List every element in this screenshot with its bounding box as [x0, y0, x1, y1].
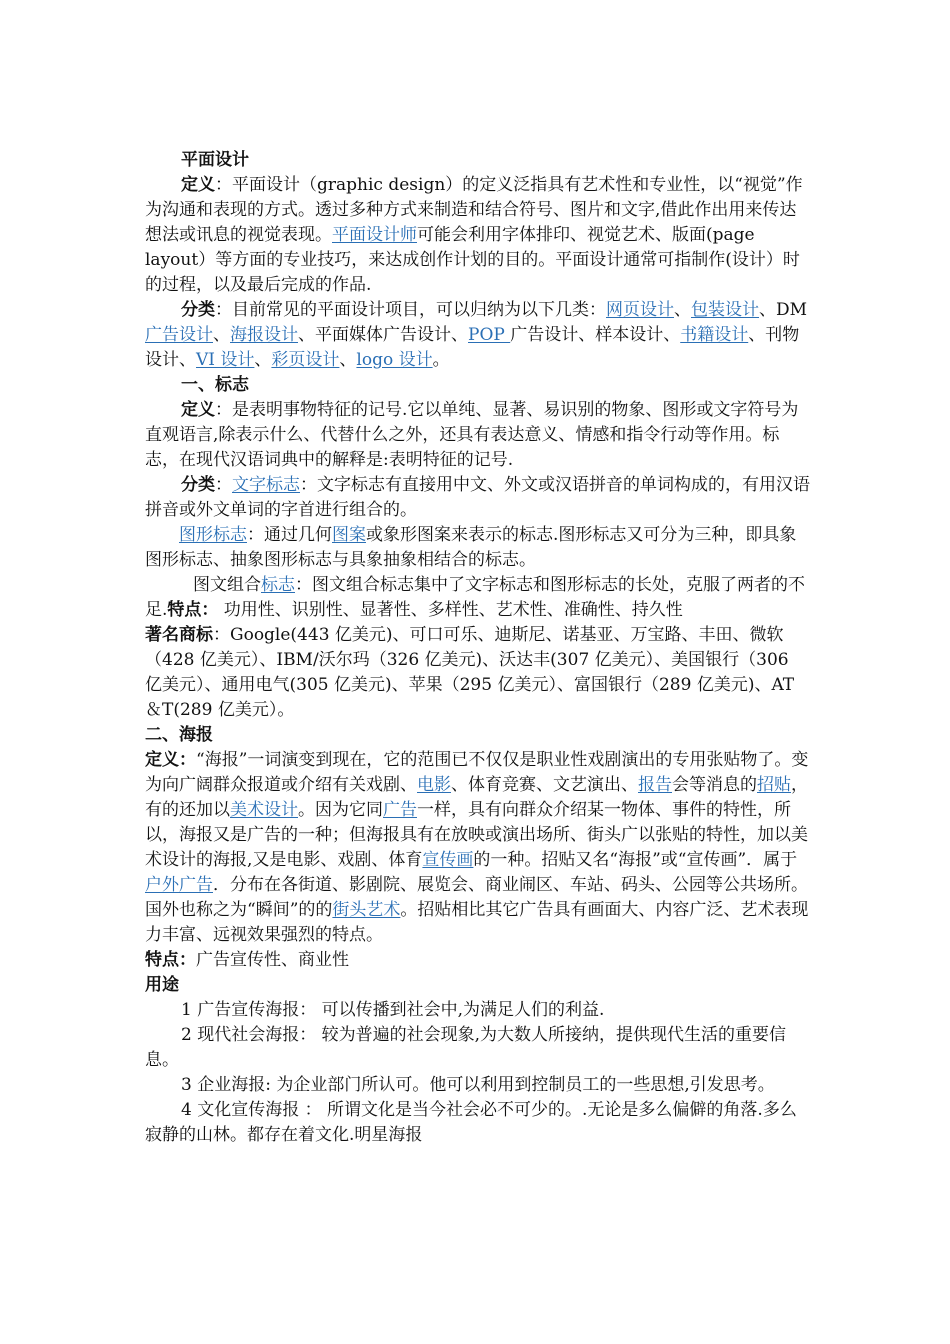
link-outdoor-ad[interactable]: 户外广告: [145, 875, 213, 895]
poster-heading: 二、海报: [145, 725, 213, 745]
classification-intro: ：目前常见的平面设计项目，可以归纳为以下几类：: [215, 300, 606, 320]
link-book-design[interactable]: 书籍设计: [680, 325, 749, 345]
poster-definition-label: 定义：: [145, 750, 196, 770]
famous-brands-text: ：Google(443 亿美元)、可口可乐、迪斯尼、诺基亚、万宝路、丰田、微软（428 亿美元）、IBM/沃尔玛（326 亿美元)、沃达丰(307 亿美元）、美国银行（306 亿美元）、通用电气(305 亿美元)、苹果（295 亿美元）、富国银行（289 亿美元)、AT＆T(289 亿美元）。: [145, 625, 795, 720]
usage-item: 4 文化宣传海报 ： 所谓文化是当今社会必不可少的。.无论是多么偏僻的角落.多么寂静的山林。都存在着文化.明星海报: [145, 1100, 797, 1145]
link-logo[interactable]: 标志: [261, 575, 295, 595]
classification-text: 广告设计、样本设计、: [510, 325, 681, 345]
poster-features-paragraph: [145, 948, 810, 973]
classification-paragraph: [145, 298, 810, 373]
link-poster-design[interactable]: 海报设计: [230, 325, 298, 345]
section-title: 平面设计: [181, 150, 249, 170]
poster-text: 。招贴相比其它广告具有画面大、内容广泛、艺术表现力丰富、远视效果强烈的特点。: [145, 900, 809, 945]
separator: 、: [213, 325, 230, 345]
link-web-design[interactable]: 网页设计: [606, 300, 674, 320]
famous-brands-label: 著名商标: [145, 625, 213, 645]
classification-text: 、刊物设计、: [145, 325, 800, 370]
logo-features-label: 特点：: [167, 600, 219, 620]
link-graphic-designer[interactable]: 平面设计师: [332, 225, 417, 245]
link-vi-design[interactable]: VI 设计: [196, 350, 255, 370]
logo-classification-paragraph: [145, 473, 810, 523]
link-text-logo[interactable]: 文字标志: [232, 475, 300, 495]
logo-heading: 一、标志: [181, 375, 249, 395]
logo-definition-text: ：是表明事物特征的记号.它以单纯、显著、易识别的物象、图形或文字符号为直观语言,除表示什么、代替什么之外，还具有表达意义、情感和指令行动等作用。标志，在现代汉语词典中的解释是:表明特征的记号.: [145, 400, 799, 470]
dm-text: 、DM: [759, 300, 808, 320]
classification-text: 、平面媒体广告设计、: [298, 325, 468, 345]
poster-text: 一样，具有向群众介绍某一物体、事件的特性，所以，海报又是广告的一种；但海报具有在放映或演出场所、街头广以张贴的特性，加以美术设计的海报,又是电影、戏剧、体育: [145, 800, 808, 870]
combo-logo-paragraph: [145, 573, 810, 623]
logo-classification-label: 分类: [181, 475, 215, 495]
logo-features-text: 功用性、识别性、显著性、多样性、艺术性、准确性、持久性: [218, 600, 683, 620]
usage-item: 2 现代社会海报： 较为普遍的社会现象,为大数人所接纳，提供现代生活的重要信息。: [145, 1025, 787, 1070]
graphic-logo-text: 或象形图案来表示的标志.图形标志又可分为三种，即具象图形标志、抽象图形标志与具象抽象相结合的标志。: [145, 525, 797, 570]
link-packaging-design[interactable]: 包装设计: [691, 300, 759, 320]
poster-text: ，有的还加以: [145, 775, 808, 820]
poster-usage-heading: 用途: [145, 975, 179, 995]
link-poster-post[interactable]: 招贴: [757, 775, 791, 795]
link-color-page-design[interactable]: 彩页设计: [271, 350, 340, 370]
famous-brands-paragraph: [145, 623, 810, 723]
logo-definition-paragraph: [145, 398, 810, 473]
link-pattern[interactable]: 图案: [332, 525, 366, 545]
combo-logo-text: ：图文组合标志集中了文字标志和图形标志的长处，克服了两者的不足.: [145, 575, 805, 620]
link-art-design[interactable]: 美术设计: [230, 800, 298, 820]
colon: ：: [215, 475, 232, 495]
link-report[interactable]: 报告: [638, 775, 672, 795]
poster-features-label: 特点：: [145, 950, 196, 970]
classification-end: 。: [432, 350, 450, 370]
logo-definition-label: 定义: [181, 400, 215, 420]
usage-item: 1 广告宣传海报： 可以传播到社会中,为满足人们的利益.: [181, 1000, 605, 1020]
poster-text: 会等消息的: [672, 775, 757, 795]
combo-logo-text: 图文组合: [193, 575, 261, 595]
separator: 、: [674, 300, 691, 320]
link-promo-painting[interactable]: 宣传画: [422, 850, 474, 870]
graphic-logo-text: ：通过几何: [247, 525, 332, 545]
poster-definition-paragraph: [145, 748, 810, 948]
link-street-art[interactable]: 街头艺术: [332, 900, 401, 920]
separator: 、: [339, 350, 357, 370]
poster-features-text: 广告宣传性、商业性: [196, 950, 349, 970]
definition-text-1: ：平面设计（graphic design）的定义泛指具有艺术性和专业性，以“视觉”作为沟通和表现的方式。透过多种方式来制造和结合符号、图片和文字,借此作出用来传达想法或讯息的视觉表现。: [145, 175, 803, 245]
link-ad-design[interactable]: 广告设计: [145, 325, 213, 345]
link-graphic-logo[interactable]: 图形标志: [179, 525, 247, 545]
classification-label: 分类: [181, 300, 215, 320]
document-page: [145, 148, 810, 1148]
poster-text: ．分布在各街道、影剧院、展览会、商业闹区、车站、码头、公园等公共场所。国外也称之为“瞬间”的的: [145, 875, 808, 920]
link-pop[interactable]: POP: [468, 325, 511, 345]
poster-text: “海报”一词演变到现在，它的范围已不仅仅是职业性戏剧演出的专用张贴物了。变为向广阔群众报道或介绍有关戏剧、: [145, 750, 809, 795]
poster-text: 、体育竞赛、文艺演出、: [451, 775, 638, 795]
separator: 、: [254, 350, 272, 370]
definition-text-2: 可能会利用字体排印、视觉艺术、版面(page layout）等方面的专业技巧，来达成创作计划的目的。平面设计通常可指制作(设计）时的过程，以及最后完成的作品.: [145, 225, 800, 295]
link-film[interactable]: 电影: [417, 775, 451, 795]
usage-item: 3 企业海报: 为企业部门所认可。他可以利用到控制员工的一些思想,引发思考。: [181, 1075, 775, 1095]
poster-text: 的一种。招贴又名“海报”或“宣传画”．属于: [473, 850, 798, 870]
definition-paragraph: [145, 173, 810, 298]
graphic-logo-paragraph: [145, 523, 810, 573]
link-advertisement[interactable]: 广告: [383, 800, 417, 820]
definition-label: 定义: [181, 175, 215, 195]
text-logo-description: ：文字标志有直接用中文、外文或汉语拼音的单词构成的，有用汉语拼音或外文单词的字首进行组合的。: [145, 475, 810, 520]
link-logo-design[interactable]: logo 设计: [356, 350, 433, 370]
poster-text: 。因为它同: [298, 800, 383, 820]
